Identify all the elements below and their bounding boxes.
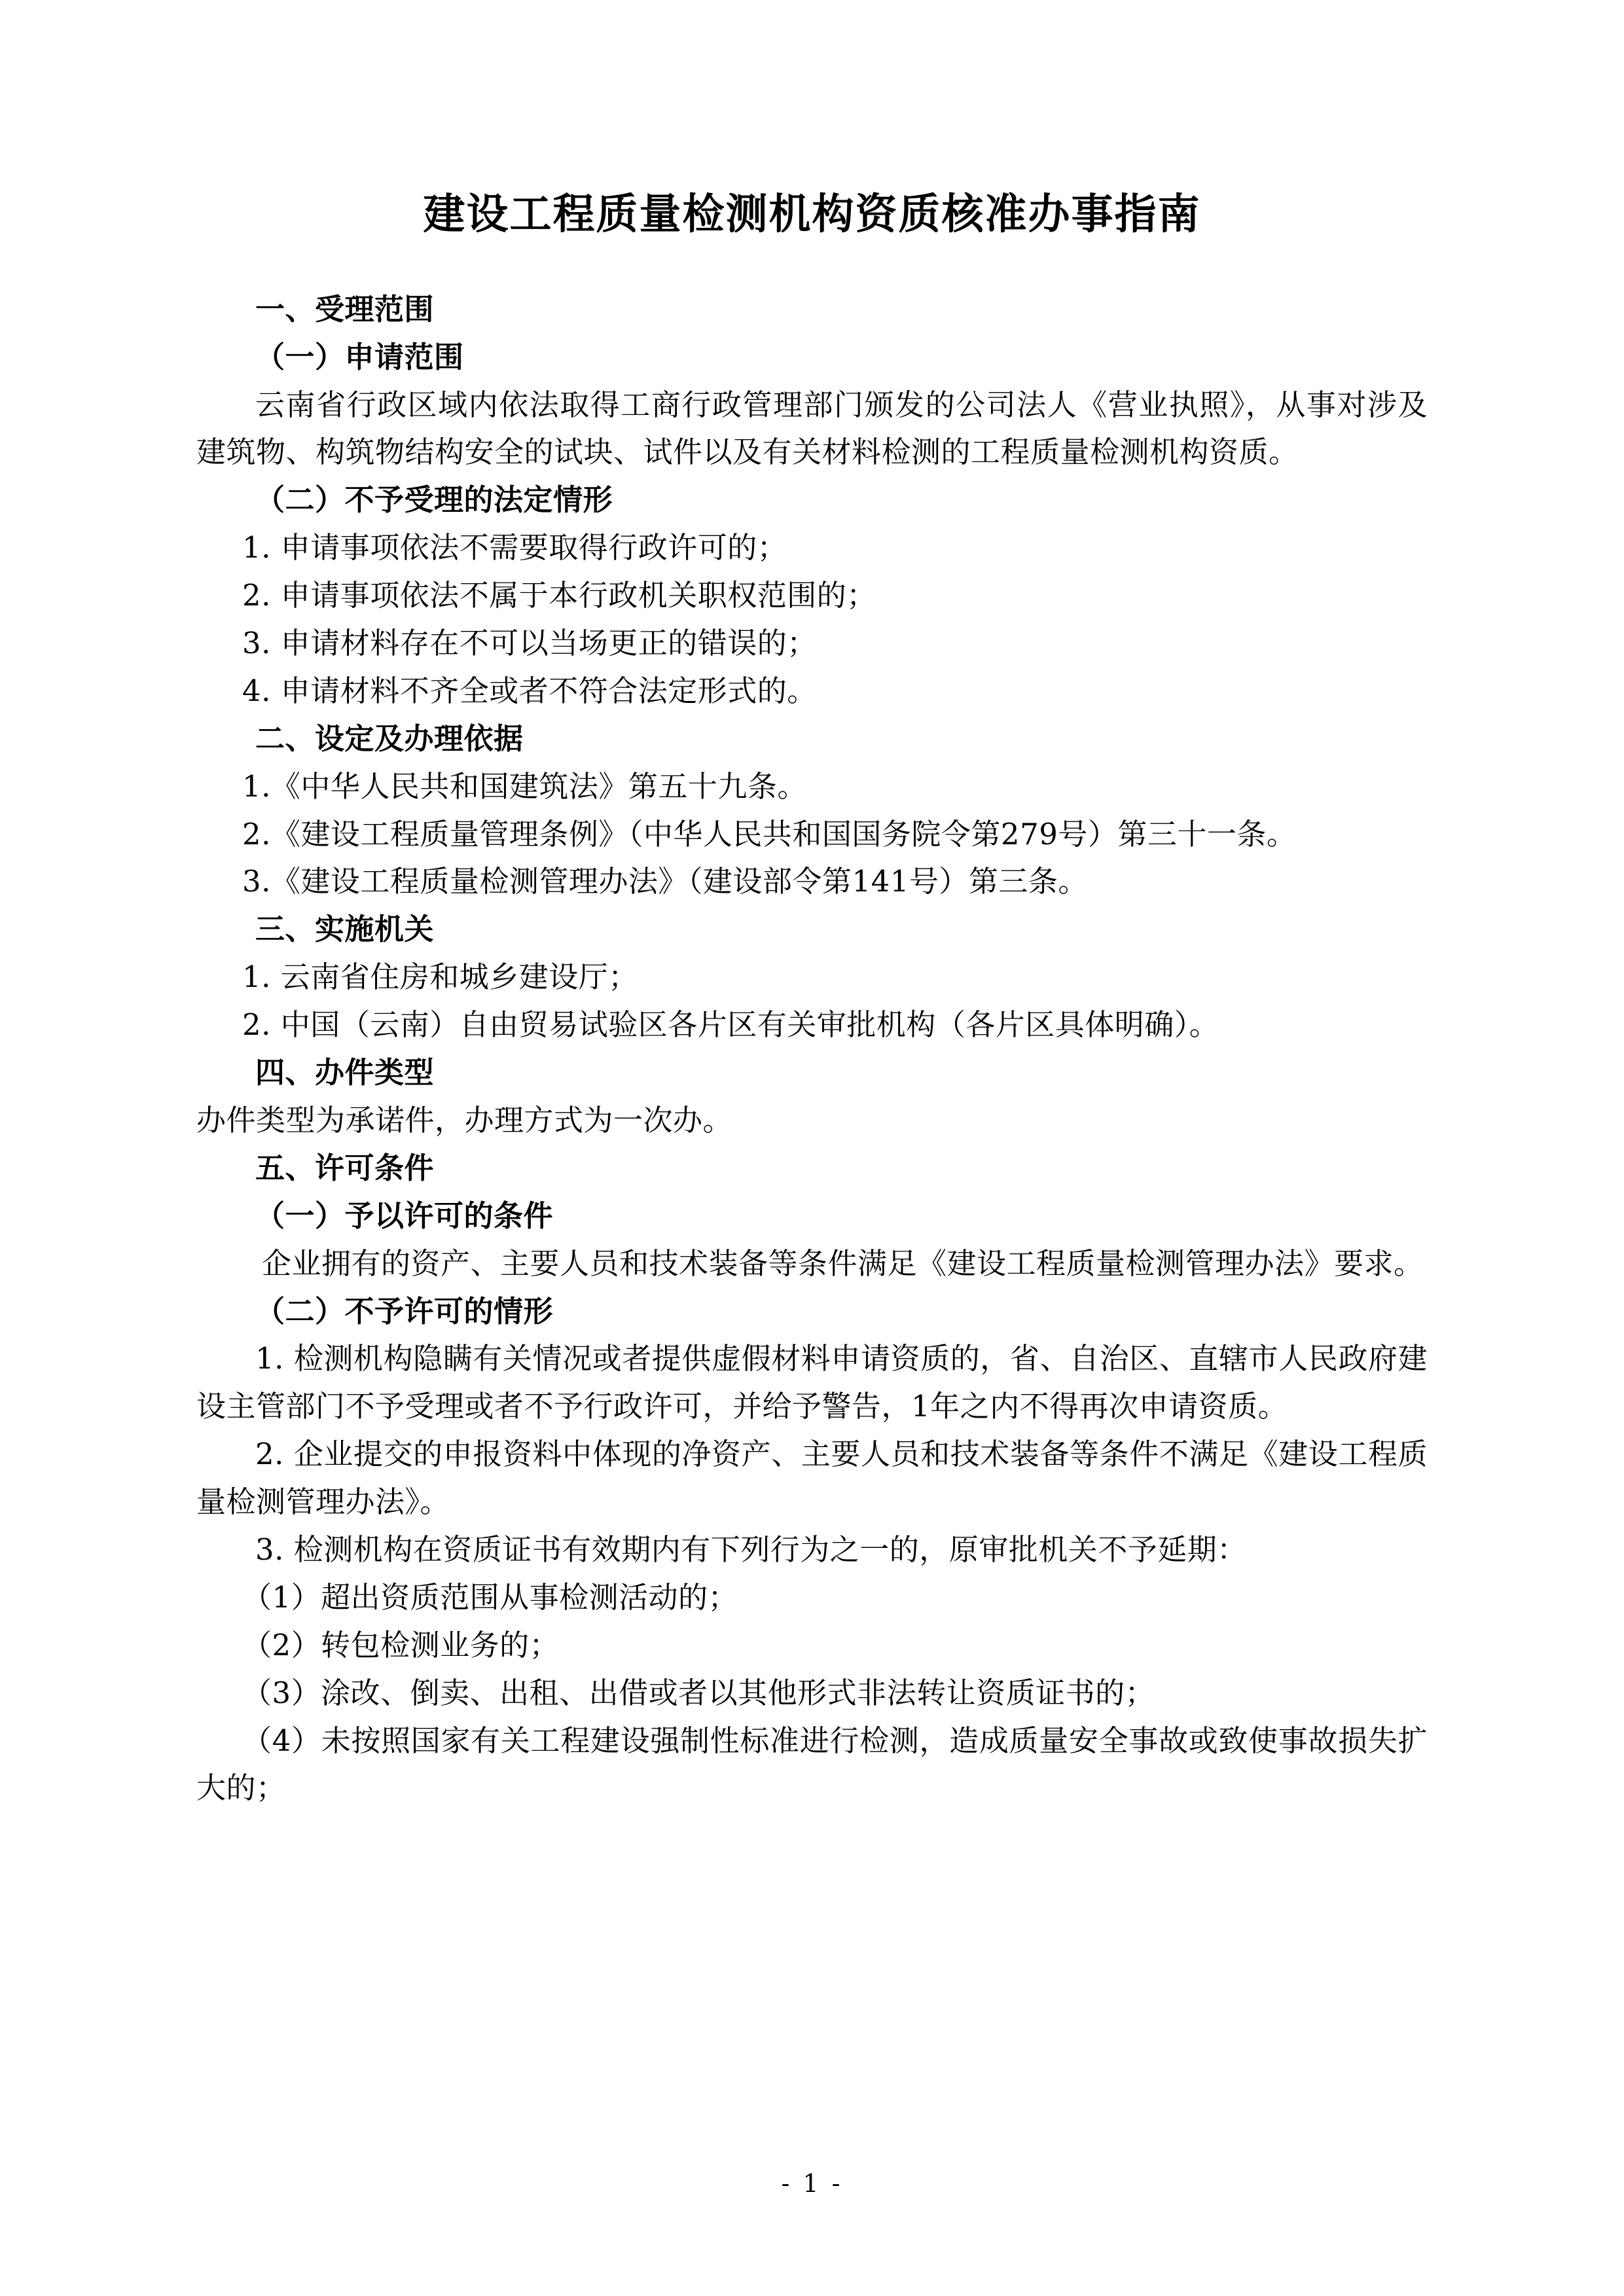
section-heading: 四、办件类型 [255, 1055, 435, 1090]
list-item: 1.《中华人民共和国建筑法》第五十九条。 [242, 768, 807, 804]
list-item: 2. 申请事项依法不属于本行政机关职权范围的； [242, 578, 876, 613]
section-heading: 二、设定及办理依据 [255, 721, 524, 756]
section-heading: 一、受理范围 [255, 291, 435, 327]
page-title: 建设工程质量检测机构资质核准办事指南 [423, 190, 1201, 239]
paragraph: 办件类型为承诺件，办理方式为一次办。 [196, 1102, 733, 1138]
paragraph: 云南省行政区域内依法取得工商行政管理部门颁发的公司法人《营业执照》，从事对涉及建筑物、构筑物结构安全的试块、试件以及有关材料检测的工程质量检测机构资质。 [196, 387, 1428, 470]
list-item: 2.《建设工程质量管理条例》（中华人民共和国国务院令第279号）第三十一条。 [242, 816, 1297, 852]
list-item: 3. 检测机构在资质证书有效期内有下列行为之一的，原审批机关不予延期： [255, 1532, 1247, 1567]
subsection-heading: （一）申请范围 [255, 339, 464, 374]
list-item: 1. 云南省住房和城乡建设厅； [242, 960, 638, 995]
list-item: 3. 申请材料存在不可以当场更正的错误的； [242, 626, 817, 661]
list-item: 4. 申请材料不齐全或者不符合法定形式的。 [242, 673, 817, 708]
subsection-heading: （二）不予许可的情形 [255, 1293, 554, 1329]
list-item: 3.《建设工程质量检测管理办法》（建设部令第141号）第三条。 [242, 864, 1088, 899]
list-item: 2. 中国（云南）自由贸易试验区各片区有关审批机构（各片区具体明确）。 [242, 1007, 1219, 1043]
list-item: 2. 企业提交的申报资料中体现的净资产、主要人员和技术装备等条件不满足《建设工程质量检测管理办法》。 [196, 1437, 1428, 1520]
list-item: （4）未按照国家有关工程建设强制性标准进行检测，造成质量安全事故或致使事故损失扩大的； [196, 1723, 1428, 1806]
section-heading: 五、许可条件 [255, 1150, 435, 1185]
list-item: （3）涂改、倒卖、出租、出借或者以其他形式非法转让资质证书的； [242, 1675, 1155, 1710]
section-heading: 三、实施机关 [255, 912, 435, 947]
list-item: 1. 申请事项依法不需要取得行政许可的； [242, 530, 787, 565]
page-number: - 1 - [781, 2169, 843, 2198]
list-item: 1. 检测机构隐瞒有关情况或者提供虚假材料申请资质的，省、自治区、直辖市人民政府建设主管部门不予受理或者不予行政许可，并给予警告，1年之内不得再次申请资质。 [196, 1341, 1428, 1424]
subsection-heading: （二）不予受理的法定情形 [255, 482, 613, 518]
subsection-heading: （一）予以许可的条件 [255, 1198, 554, 1233]
paragraph: 企业拥有的资产、主要人员和技术装备等条件满足《建设工程质量检测管理办法》要求。 [262, 1246, 1424, 1281]
list-item: （2）转包检测业务的； [242, 1627, 560, 1662]
list-item: （1）超出资质范围从事检测活动的； [242, 1579, 738, 1615]
document-body [196, 286, 1428, 1813]
